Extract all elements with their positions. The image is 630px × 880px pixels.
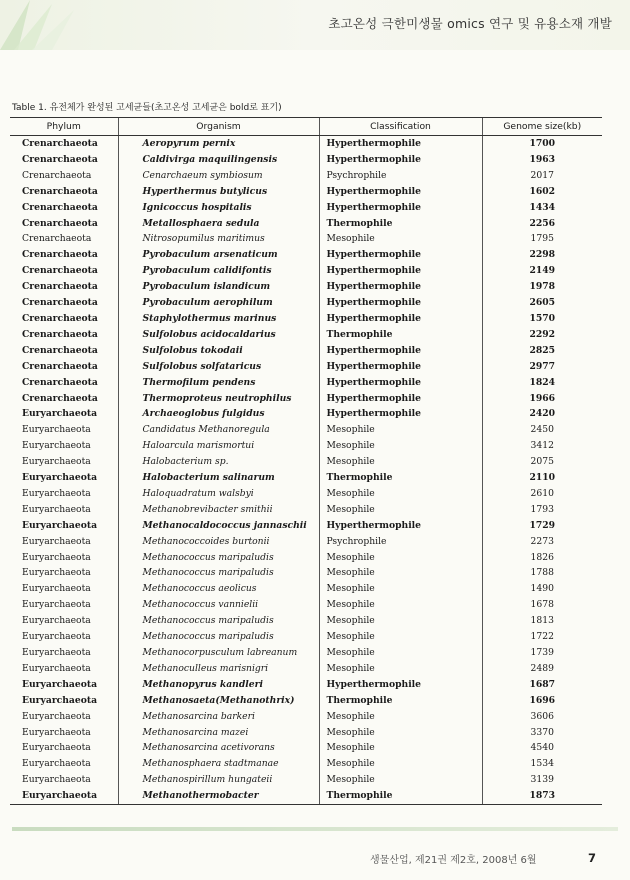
cell-organism: Methanococcoides burtonii xyxy=(118,534,319,550)
cell-genome-size: 2110 xyxy=(482,470,602,486)
table-row xyxy=(10,740,602,756)
cell-organism: Methanoculleus marisnigri xyxy=(118,661,319,677)
cell-organism: Aeropyrum pernix xyxy=(118,136,319,152)
cell-genome-size: 1570 xyxy=(482,311,602,327)
cell-classification: Mesophile xyxy=(319,438,482,454)
cell-organism: Methanococcus maripaludis xyxy=(118,550,319,566)
column-header-phylum: Phylum xyxy=(10,118,118,136)
cell-classification: Mesophile xyxy=(319,581,482,597)
table-row xyxy=(10,613,602,629)
cell-organism: Sulfolobus solfataricus xyxy=(118,359,319,375)
cell-classification: Mesophile xyxy=(319,550,482,566)
cell-classification: Hyperthermophile xyxy=(319,184,482,200)
cell-genome-size: 1795 xyxy=(482,231,602,247)
cell-organism: Methanosarcina mazei xyxy=(118,725,319,741)
cell-genome-size: 1722 xyxy=(482,629,602,645)
table-row xyxy=(10,693,602,709)
cell-classification: Psychrophile xyxy=(319,168,482,184)
cell-organism: Methanococcus maripaludis xyxy=(118,565,319,581)
archaea-genome-table xyxy=(10,117,602,805)
cell-genome-size: 1729 xyxy=(482,518,602,534)
table-row xyxy=(10,645,602,661)
cell-organism: Caldivirga maquilingensis xyxy=(118,152,319,168)
cell-phylum: Euryarchaeota xyxy=(22,694,98,706)
cell-genome-size: 2450 xyxy=(482,422,602,438)
cell-classification: Hyperthermophile xyxy=(319,200,482,216)
cell-organism: Methanospirillum hungateii xyxy=(118,772,319,788)
table-row xyxy=(10,709,602,725)
cell-genome-size: 2825 xyxy=(482,343,602,359)
cell-classification: Mesophile xyxy=(319,565,482,581)
cell-phylum: Crenarchaeota xyxy=(22,217,98,229)
table-row xyxy=(10,581,602,597)
cell-genome-size: 2292 xyxy=(482,327,602,343)
cell-genome-size: 1966 xyxy=(482,391,602,407)
cell-organism: Methanosarcina barkeri xyxy=(118,709,319,725)
cell-classification: Mesophile xyxy=(319,629,482,645)
cell-phylum: Euryarchaeota xyxy=(22,583,91,595)
table-row xyxy=(10,375,602,391)
cell-classification: Hyperthermophile xyxy=(319,136,482,152)
cell-genome-size: 2977 xyxy=(482,359,602,375)
cell-genome-size: 2605 xyxy=(482,295,602,311)
cell-genome-size: 2420 xyxy=(482,406,602,422)
table-row xyxy=(10,247,602,263)
cell-classification: Psychrophile xyxy=(319,534,482,550)
table-row xyxy=(10,343,602,359)
table-row xyxy=(10,486,602,502)
table-row xyxy=(10,661,602,677)
table-row xyxy=(10,756,602,772)
table-row xyxy=(10,772,602,788)
cell-phylum: Crenarchaeota xyxy=(22,344,98,356)
crescent-moon-icon xyxy=(566,848,584,866)
cell-organism: Candidatus Methanoregula xyxy=(118,422,319,438)
cell-genome-size: 1824 xyxy=(482,375,602,391)
cell-phylum: Crenarchaeota xyxy=(22,138,98,149)
cell-phylum: Crenarchaeota xyxy=(22,328,98,340)
cell-classification: Hyperthermophile xyxy=(319,406,482,422)
cell-organism: Sulfolobus acidocaldarius xyxy=(118,327,319,343)
cell-classification: Hyperthermophile xyxy=(319,391,482,407)
cell-genome-size: 1739 xyxy=(482,645,602,661)
cell-genome-size: 1978 xyxy=(482,279,602,295)
cell-phylum: Euryarchaeota xyxy=(22,631,91,643)
cell-classification: Hyperthermophile xyxy=(319,375,482,391)
cell-organism: Methanosphaera stadtmanae xyxy=(118,756,319,772)
table-row xyxy=(10,470,602,486)
cell-genome-size: 2149 xyxy=(482,263,602,279)
cell-classification: Mesophile xyxy=(319,709,482,725)
table-row xyxy=(10,725,602,741)
cell-organism: Cenarchaeum symbiosum xyxy=(118,168,319,184)
cell-phylum: Euryarchaeota xyxy=(22,408,98,420)
cell-genome-size: 1602 xyxy=(482,184,602,200)
cell-phylum: Euryarchaeota xyxy=(22,599,91,611)
cell-phylum: Crenarchaeota xyxy=(22,360,98,372)
cell-classification: Thermophile xyxy=(319,470,482,486)
cell-classification: Mesophile xyxy=(319,661,482,677)
header-band xyxy=(0,0,630,50)
cell-organism: Sulfolobus tokodaii xyxy=(118,343,319,359)
cell-organism: Thermoproteus neutrophilus xyxy=(118,391,319,407)
table-row xyxy=(10,550,602,566)
cell-genome-size: 2489 xyxy=(482,661,602,677)
cell-organism: Pyrobaculum calidifontis xyxy=(118,263,319,279)
table-row xyxy=(10,359,602,375)
table-row xyxy=(10,200,602,216)
cell-genome-size: 1873 xyxy=(482,788,602,804)
cell-genome-size: 4540 xyxy=(482,740,602,756)
cell-genome-size: 3370 xyxy=(482,725,602,741)
cell-organism: Pyrobaculum arsenaticum xyxy=(118,247,319,263)
cell-phylum: Euryarchaeota xyxy=(22,472,98,484)
table-row xyxy=(10,422,602,438)
cell-organism: Pyrobaculum islandicum xyxy=(118,279,319,295)
cell-phylum: Euryarchaeota xyxy=(22,424,91,436)
cell-organism: Methanococcus maripaludis xyxy=(118,629,319,645)
cell-classification: Mesophile xyxy=(319,756,482,772)
table-row xyxy=(10,629,602,645)
cell-genome-size: 1687 xyxy=(482,677,602,693)
cell-organism: Nitrosopumilus maritimus xyxy=(118,231,319,247)
cell-classification: Mesophile xyxy=(319,772,482,788)
table-row xyxy=(10,327,602,343)
cell-phylum: Euryarchaeota xyxy=(22,758,91,770)
cell-phylum: Crenarchaeota xyxy=(22,281,98,293)
table-row xyxy=(10,152,602,168)
cell-organism: Methanosarcina acetivorans xyxy=(118,740,319,756)
table-row xyxy=(10,311,602,327)
cell-phylum: Euryarchaeota xyxy=(22,662,91,674)
cell-organism: Methanopyrus kandleri xyxy=(118,677,319,693)
cell-classification: Mesophile xyxy=(319,502,482,518)
table-row xyxy=(10,534,602,550)
cell-phylum: Crenarchaeota xyxy=(22,297,98,309)
cell-classification: Thermophile xyxy=(319,216,482,232)
table-body xyxy=(10,136,602,805)
cell-phylum: Euryarchaeota xyxy=(22,551,91,563)
cell-classification: Mesophile xyxy=(319,613,482,629)
table-row xyxy=(10,391,602,407)
cell-phylum: Euryarchaeota xyxy=(22,519,98,531)
cell-organism: Methanococcus vannielii xyxy=(118,597,319,613)
cell-classification: Thermophile xyxy=(319,788,482,804)
cell-genome-size: 1434 xyxy=(482,200,602,216)
table-row xyxy=(10,216,602,232)
table-row xyxy=(10,136,602,152)
cell-phylum: Crenarchaeota xyxy=(22,201,98,213)
cell-genome-size: 2273 xyxy=(482,534,602,550)
cell-genome-size: 1826 xyxy=(482,550,602,566)
cell-organism: Staphylothermus marinus xyxy=(118,311,319,327)
cell-phylum: Euryarchaeota xyxy=(22,535,91,547)
cell-genome-size: 1678 xyxy=(482,597,602,613)
cell-genome-size: 1788 xyxy=(482,565,602,581)
cell-organism: Methanococcus maripaludis xyxy=(118,613,319,629)
cell-genome-size: 1696 xyxy=(482,693,602,709)
table-row xyxy=(10,279,602,295)
cell-genome-size: 2298 xyxy=(482,247,602,263)
cell-organism: Halobacterium sp. xyxy=(118,454,319,470)
cell-phylum: Euryarchaeota xyxy=(22,487,91,499)
cell-organism: Methanocaldococcus jannaschii xyxy=(118,518,319,534)
table-row xyxy=(10,502,602,518)
cell-classification: Hyperthermophile xyxy=(319,263,482,279)
footer-divider xyxy=(12,827,618,831)
cell-phylum: Euryarchaeota xyxy=(22,710,91,722)
cell-organism: Methanobrevibacter smithii xyxy=(118,502,319,518)
cell-phylum: Euryarchaeota xyxy=(22,742,91,754)
cell-phylum: Crenarchaeota xyxy=(22,233,92,245)
column-header-organism: Organism xyxy=(118,118,319,136)
cell-classification: Hyperthermophile xyxy=(319,359,482,375)
cell-genome-size: 3606 xyxy=(482,709,602,725)
table-row xyxy=(10,231,602,247)
cell-classification: Hyperthermophile xyxy=(319,279,482,295)
table-row xyxy=(10,565,602,581)
cell-genome-size: 1490 xyxy=(482,581,602,597)
cell-genome-size: 1793 xyxy=(482,502,602,518)
cell-phylum: Crenarchaeota xyxy=(22,185,98,197)
cell-classification: Thermophile xyxy=(319,327,482,343)
cell-classification: Hyperthermophile xyxy=(319,311,482,327)
table-row xyxy=(10,438,602,454)
cell-genome-size: 3412 xyxy=(482,438,602,454)
cell-classification: Thermophile xyxy=(319,693,482,709)
cell-phylum: Euryarchaeota xyxy=(22,567,91,579)
cell-phylum: Euryarchaeota xyxy=(22,456,91,468)
table-row xyxy=(10,406,602,422)
cell-classification: Mesophile xyxy=(319,486,482,502)
cell-genome-size: 1813 xyxy=(482,613,602,629)
cell-organism: Methanocorpusculum labreanum xyxy=(118,645,319,661)
cell-organism: Halobacterium salinarum xyxy=(118,470,319,486)
cell-phylum: Crenarchaeota xyxy=(22,265,98,277)
cell-classification: Hyperthermophile xyxy=(319,343,482,359)
table-row xyxy=(10,518,602,534)
cell-organism: Methanosaeta(Methanothrix) xyxy=(118,693,319,709)
column-header-classification: Classification xyxy=(319,118,482,136)
cell-genome-size: 2075 xyxy=(482,454,602,470)
cell-organism: Ignicoccus hospitalis xyxy=(118,200,319,216)
cell-genome-size: 1700 xyxy=(482,136,602,152)
cell-classification: Mesophile xyxy=(319,422,482,438)
table-row xyxy=(10,184,602,200)
cell-organism: Haloarcula marismortui xyxy=(118,438,319,454)
leaf-decoration-icon xyxy=(0,0,80,50)
cell-classification: Mesophile xyxy=(319,231,482,247)
cell-phylum: Euryarchaeota xyxy=(22,503,91,515)
cell-organism: Hyperthermus butylicus xyxy=(118,184,319,200)
cell-classification: Hyperthermophile xyxy=(319,295,482,311)
cell-genome-size: 1534 xyxy=(482,756,602,772)
cell-phylum: Euryarchaeota xyxy=(22,726,91,738)
cell-phylum: Crenarchaeota xyxy=(22,249,98,261)
cell-phylum: Euryarchaeota xyxy=(22,678,98,690)
cell-genome-size: 2256 xyxy=(482,216,602,232)
cell-phylum: Crenarchaeota xyxy=(22,392,98,404)
cell-phylum: Crenarchaeota xyxy=(22,376,98,388)
cell-phylum: Euryarchaeota xyxy=(22,615,91,627)
cell-classification: Mesophile xyxy=(319,725,482,741)
table-row xyxy=(10,295,602,311)
cell-phylum: Euryarchaeota xyxy=(22,790,98,802)
table-row xyxy=(10,597,602,613)
cell-genome-size: 3139 xyxy=(482,772,602,788)
table-row xyxy=(10,677,602,693)
cell-classification: Hyperthermophile xyxy=(319,247,482,263)
table-row xyxy=(10,454,602,470)
cell-classification: Mesophile xyxy=(319,454,482,470)
table-row xyxy=(10,788,602,804)
cell-classification: Mesophile xyxy=(319,645,482,661)
page-number: 7 xyxy=(588,851,597,865)
cell-genome-size: 2610 xyxy=(482,486,602,502)
running-title: 초고온성 극한미생물 omics 연구 및 유용소재 개발 xyxy=(328,16,612,31)
cell-classification: Hyperthermophile xyxy=(319,518,482,534)
cell-classification: Mesophile xyxy=(319,597,482,613)
cell-phylum: Euryarchaeota xyxy=(22,774,91,786)
journal-citation: 생물산업, 제21권 제2호, 2008년 6월 xyxy=(370,855,537,866)
cell-classification: Mesophile xyxy=(319,740,482,756)
cell-phylum: Crenarchaeota xyxy=(22,153,98,165)
cell-organism: Metallosphaera sedula xyxy=(118,216,319,232)
cell-organism: Pyrobaculum aerophilum xyxy=(118,295,319,311)
column-header-genome-size: Genome size(kb) xyxy=(482,118,602,136)
table-row xyxy=(10,263,602,279)
table-header-row xyxy=(10,118,602,136)
cell-phylum: Euryarchaeota xyxy=(22,440,91,452)
cell-phylum: Crenarchaeota xyxy=(22,169,92,181)
cell-genome-size: 2017 xyxy=(482,168,602,184)
cell-organism: Thermofilum pendens xyxy=(118,375,319,391)
table-caption: Table 1. 유전체가 완성된 고세균들(초고온성 고세균은 bold로 표기) xyxy=(12,103,282,113)
cell-organism: Haloquadratum walsbyi xyxy=(118,486,319,502)
cell-organism: Methanothermobacter xyxy=(118,788,319,804)
cell-classification: Hyperthermophile xyxy=(319,677,482,693)
cell-genome-size: 1963 xyxy=(482,152,602,168)
cell-organism: Archaeoglobus fulgidus xyxy=(118,406,319,422)
cell-phylum: Euryarchaeota xyxy=(22,647,91,658)
cell-phylum: Crenarchaeota xyxy=(22,312,98,324)
cell-organism: Methanococcus aeolicus xyxy=(118,581,319,597)
cell-classification: Hyperthermophile xyxy=(319,152,482,168)
table-row xyxy=(10,168,602,184)
